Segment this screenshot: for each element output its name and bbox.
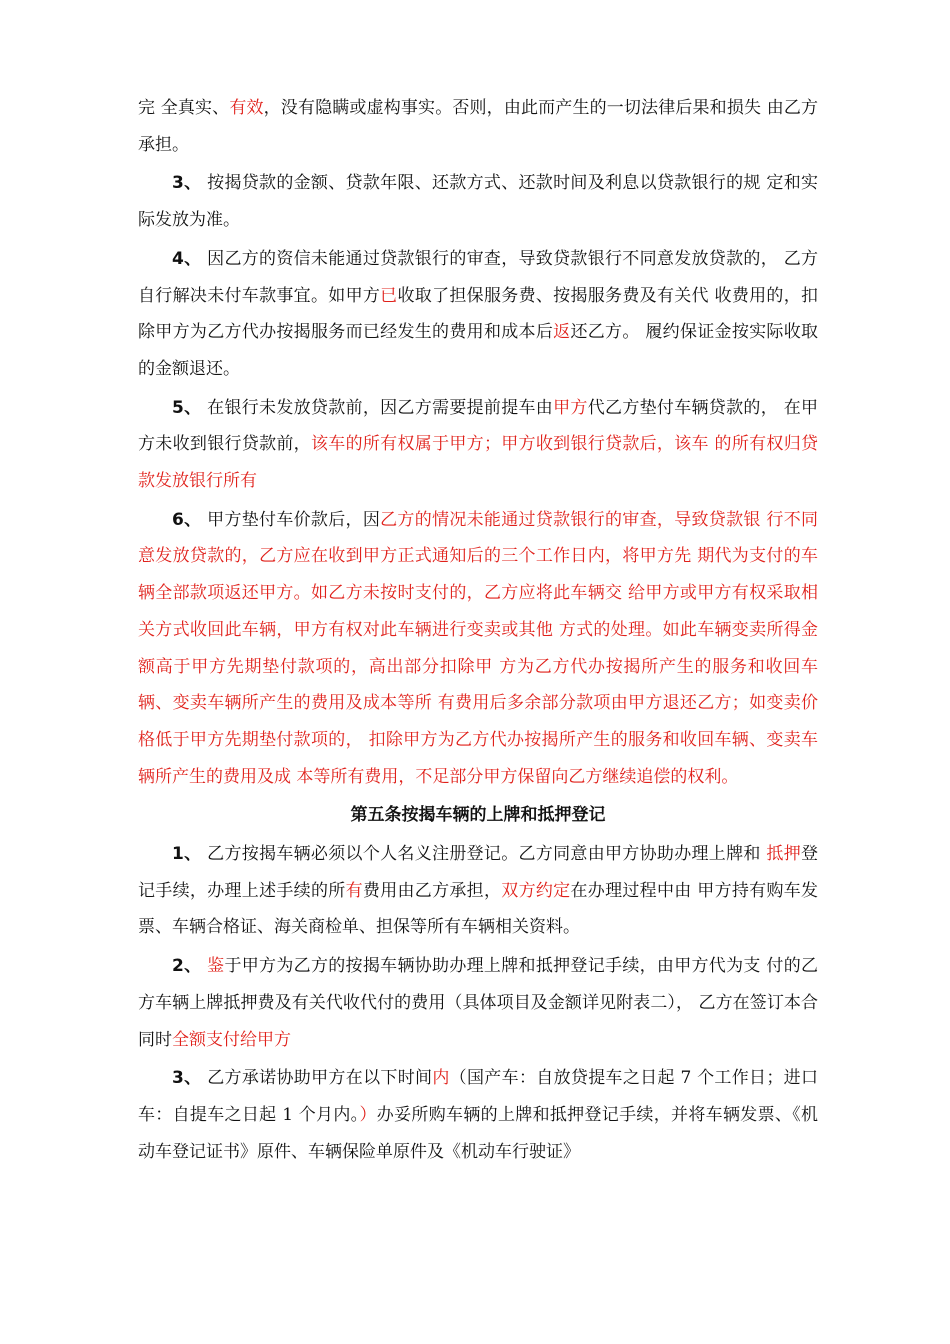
section-heading [138, 797, 818, 834]
clause-paragraph [138, 241, 818, 388]
clause-number: 6、 [172, 509, 202, 530]
text-segment: 办妥所购车辆的上牌和抵押登记手续，并将车辆发票、《机动车登记证书》原件、车辆保险单原件及《机动车行驶证》 [138, 1104, 819, 1162]
clause-paragraph [138, 502, 818, 796]
clause-number: 5、 [172, 397, 202, 418]
clause-number: 1、 [172, 844, 202, 865]
clause-paragraph [138, 1060, 818, 1170]
highlighted-text: 乙方的情况未能通过贷款银行的审查，导致贷款银 行不同意发放贷款的，乙方应在收到甲方正式通知后的三个工作日内，将甲方先 期代为支付的车辆全部款项返还甲方。如乙方未按时支付的，乙方应将此车辆交 给甲方或甲方有权采取相关方式收回此车辆，甲方有权对此车辆进行变卖或其他 方式的处理。如此车辆变卖所得金额高于甲方先期垫付款项的，高出部分扣除甲 方为乙方代办按揭所产生的服务和收回车辆、变卖车辆所产生的费用及成本等所 有费用后多余部分款项由甲方退还乙方；如变卖价格低于甲方先期垫付款项的， 扣除甲方为乙方代办按揭所产生的服务和收回车辆、变卖车辆所产生的费用及成 本等所有费用，不足部分甲方保留向乙方继续追偿的权利。 [138, 509, 818, 787]
text-segment: 费用由乙方承担， [362, 880, 502, 901]
text-segment: 乙方按揭车辆必须以个人名义注册登记。乙方同意由甲方协助办理上牌和 [201, 844, 767, 865]
text-segment: 乙方承诺协助甲方在以下时间 [201, 1068, 433, 1089]
clause-number: 3、 [172, 173, 202, 194]
highlighted-text: 抵押 [766, 844, 802, 865]
text-segment: （国产车：自放贷提车之日起 7 个工作日；进口车：自提车之日起 1 个月内。 [138, 1068, 818, 1125]
highlighted-text: 返 [553, 322, 571, 343]
clause-number: 3、 [172, 1068, 202, 1089]
text-segment: 按揭贷款的金额、贷款年限、还款方式、还款时间及利息以贷款银行的规 定和实际发放为准。 [138, 173, 818, 231]
highlighted-text: 鉴 [207, 956, 225, 977]
text-segment: 第五条按揭车辆的上牌和抵押登记 [350, 805, 606, 826]
text-segment: 在银行未发放贷款前，因乙方需要提前提车由 [201, 397, 554, 418]
highlighted-text: 内 [432, 1068, 450, 1089]
clause-paragraph [138, 948, 818, 1058]
highlighted-text: 甲方 [553, 397, 588, 418]
highlighted-text: 该车的所有权属于甲方；甲方收到银行贷款后，该车 的所有权归贷款发放银行所有 [138, 434, 819, 492]
text-segment: 还乙方。 履约保证金按实际收取的金额退还。 [138, 322, 819, 379]
highlighted-text: 有 [345, 880, 363, 901]
text-segment: 收取了担保服务费、按揭服务费及有关代 收费用的，扣除甲方为乙方代办按揭服务而已经发生的费用和成本后 [138, 285, 819, 343]
clause-number: 2、 [172, 956, 202, 977]
contract-text [138, 90, 818, 1170]
highlighted-text: 双方约定 [501, 880, 571, 901]
clause-paragraph [138, 90, 818, 163]
text-segment: 甲方垫付车价款后，因 [201, 509, 381, 530]
highlighted-text: ） [359, 1104, 377, 1125]
text-segment: 在办理过程中由 甲方持有购车发票、车辆合格证、海关商检单、担保等所有车辆相关资料。 [138, 880, 819, 938]
highlighted-text: 已 [380, 285, 398, 306]
text-segment: 登记手续，办理上述手续的所 [138, 844, 819, 901]
clause-paragraph [138, 390, 818, 500]
text-segment: 于甲方为乙方的按揭车辆协助办理上牌和抵押登记手续，由甲方代为支 付的乙方车辆上牌抵押费及有关代收代付的费用（具体项目及金额详见附表二）， 乙方在签订本合同时 [138, 956, 819, 1050]
highlighted-text: 有效 [229, 98, 264, 118]
text-segment: 代乙方垫付车辆贷款的， 在甲方未收到银行贷款前， [138, 397, 819, 455]
text-segment: ，没有隐瞒或虚构事实。否则，由此而产生的一切法律后果和损失 由乙方承担。 [138, 98, 819, 155]
text-segment: 完 全真实、 [138, 98, 230, 118]
highlighted-text: 全额支付给甲方 [172, 1029, 291, 1050]
text-segment: 因乙方的资信未能通过贷款银行的审查，导致贷款银行不同意发放贷款的， 乙方自行解决未付车款事宜。如甲方 [138, 248, 818, 306]
clause-paragraph [138, 836, 818, 946]
clause-paragraph [138, 165, 818, 238]
clause-number: 4、 [172, 248, 202, 269]
